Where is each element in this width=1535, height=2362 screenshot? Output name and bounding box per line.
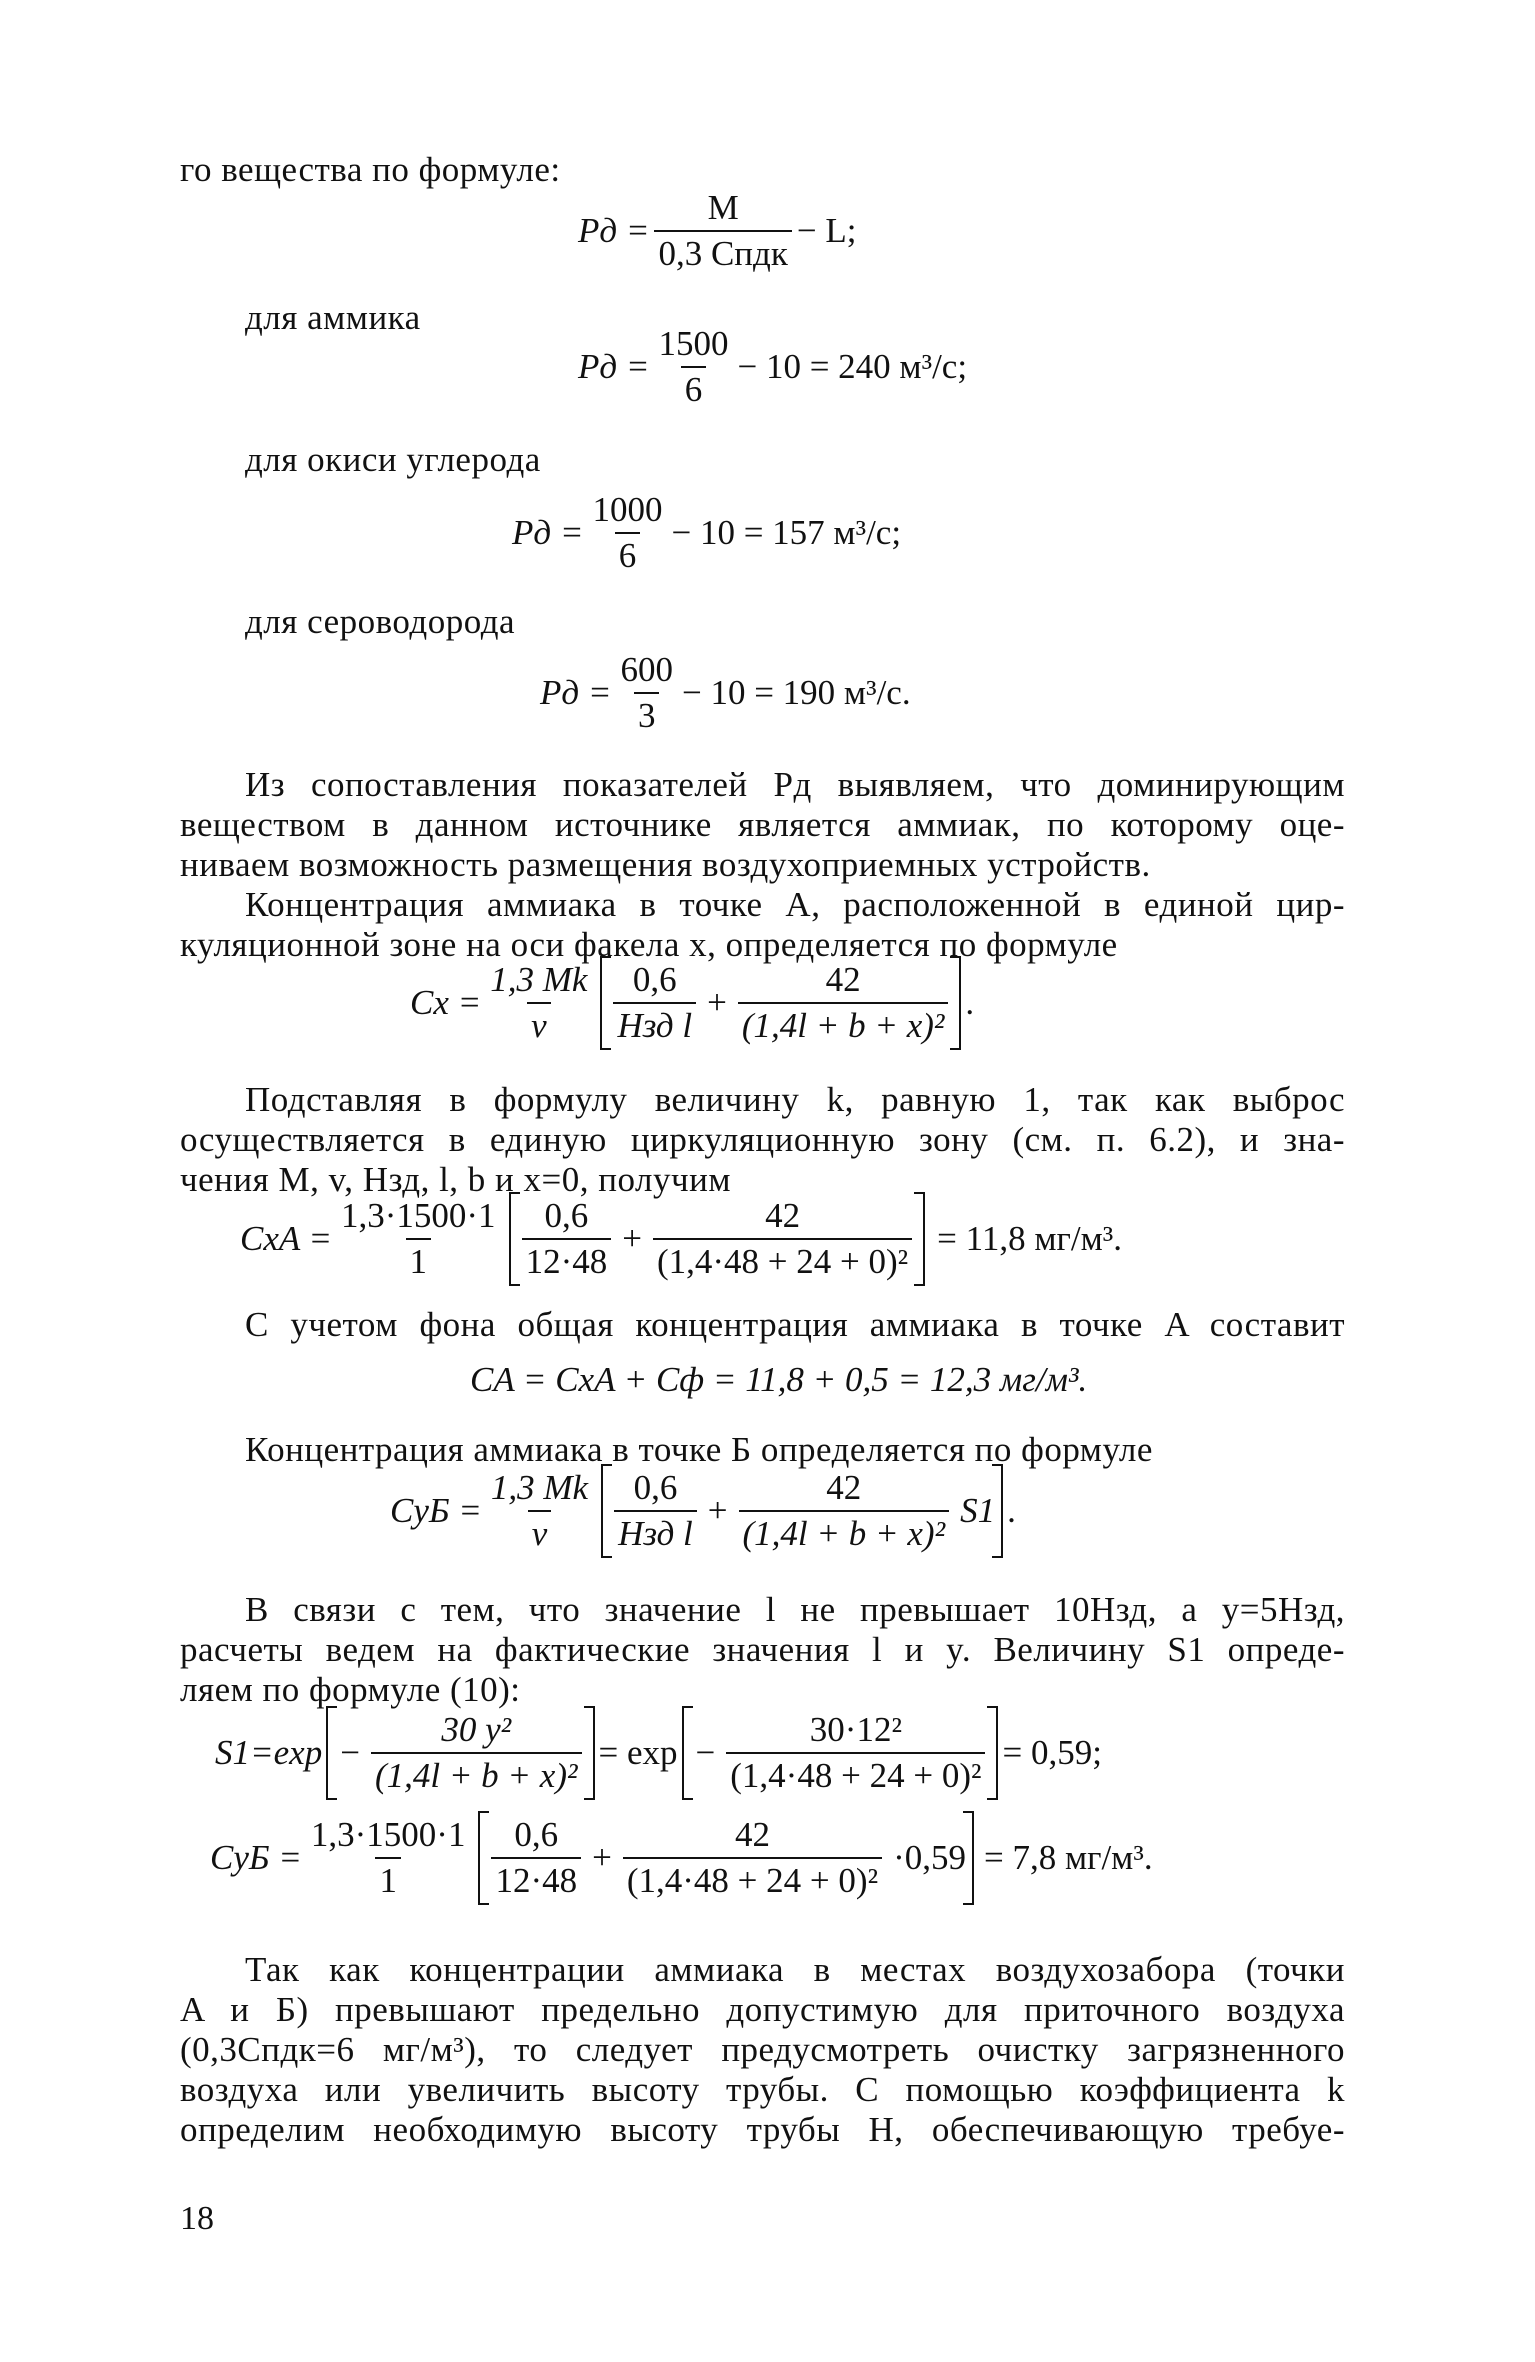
denominator: (1,4·48 + 24 + 0)² xyxy=(623,1857,882,1901)
bracket-group xyxy=(509,1196,926,1282)
denominator: 3 xyxy=(634,692,660,736)
text-line: для аммика xyxy=(245,298,421,337)
text-line: Из сопоставления показателей Pд выявляем, что доминирующим xyxy=(245,765,1345,804)
lhs: Pд = xyxy=(512,513,584,552)
numerator: 0,6 xyxy=(632,960,677,999)
fraction xyxy=(616,650,677,736)
lhs: Cx = xyxy=(410,983,482,1022)
page-number: 18 xyxy=(180,2200,214,2237)
formula-cyb xyxy=(390,1468,1016,1554)
mid: = exp xyxy=(598,1733,678,1772)
lhs: CyБ = xyxy=(210,1838,302,1877)
text-line: для окиси углерода xyxy=(245,440,541,479)
formula-pd-co xyxy=(512,490,901,576)
fraction xyxy=(738,960,949,1046)
tail: = 0,59; xyxy=(1002,1733,1102,1772)
numerator: 1,3 Mk xyxy=(490,1468,589,1507)
formula-cxa-calc xyxy=(240,1196,1122,1282)
formula-pd-h2s xyxy=(540,650,911,736)
denominator: (1,4·48 + 24 + 0)² xyxy=(653,1238,912,1282)
lhs: Pд = xyxy=(578,347,650,386)
plus-sign: + xyxy=(592,1838,612,1877)
lhs: CyБ = xyxy=(390,1491,482,1530)
factor: S1 xyxy=(960,1491,996,1530)
bracket-group xyxy=(600,960,961,1046)
text-line: веществом в данном источнике является аммиак, по которому оце- xyxy=(180,805,1345,844)
fraction xyxy=(726,1710,985,1796)
formula-cyb-calc xyxy=(210,1815,1153,1901)
denominator: (1,4·48 + 24 + 0)² xyxy=(726,1752,985,1796)
text-line: го вещества по формуле: xyxy=(180,150,561,189)
numerator: 1,3·1500·1 xyxy=(341,1196,496,1235)
numerator: 42 xyxy=(825,960,861,999)
text-line: воздуха или увеличить высоту трубы. С помощью коэффициента k xyxy=(180,2070,1345,2109)
text-line: Концентрация аммиака в точке A, расположенной в единой цир- xyxy=(245,885,1345,924)
text-line: С учетом фона общая концентрация аммиака в точке A составит xyxy=(245,1305,1345,1344)
denominator: 6 xyxy=(615,532,641,576)
tail: = 7,8 мг/м³. xyxy=(983,1838,1153,1877)
numerator: 0,6 xyxy=(514,1815,559,1854)
numerator: 1,3 Mk xyxy=(490,960,588,999)
denominator: v xyxy=(528,1510,552,1554)
fraction xyxy=(337,1196,500,1282)
text-line: ниваем возможность размещения воздухоприемных устройств. xyxy=(180,845,1151,884)
denominator: 12·48 xyxy=(522,1238,612,1282)
rest: − L; xyxy=(796,211,857,250)
text-line: определим необходимую высоту трубы H, обеспечивающую требуе- xyxy=(180,2110,1345,2149)
tail: . xyxy=(1007,1491,1016,1530)
bracket-group xyxy=(601,1468,1003,1554)
fraction xyxy=(522,1196,612,1282)
plus-sign: + xyxy=(622,1219,642,1258)
fraction xyxy=(739,1468,950,1554)
numerator: 0,6 xyxy=(633,1468,678,1507)
fraction xyxy=(653,1196,912,1282)
denominator: v xyxy=(527,1002,551,1046)
fraction xyxy=(613,960,696,1046)
tail: = 11,8 мг/м³. xyxy=(937,1219,1122,1258)
numerator: 30·12² xyxy=(809,1710,902,1749)
text-line: В связи с тем, что значение l не превышает 10Hзд, а y=5Hзд, xyxy=(245,1590,1345,1629)
denominator: 6 xyxy=(681,366,707,410)
text-line: (0,3Cпдк=6 мг/м³), то следует предусмотреть очистку загрязненного xyxy=(180,2030,1345,2069)
minus-sign: − xyxy=(340,1733,360,1772)
text-line: ляем по формуле (10): xyxy=(180,1670,521,1709)
formula-pd-ammonia xyxy=(578,324,967,410)
denominator: Hзд l xyxy=(613,1002,696,1046)
lhs: Pд = xyxy=(540,673,612,712)
lhs: S1=exp xyxy=(215,1733,323,1772)
bracket-group xyxy=(326,1710,594,1796)
minus-sign: − xyxy=(695,1733,716,1772)
fraction xyxy=(487,1468,592,1554)
denominator: 12·48 xyxy=(491,1857,581,1901)
formula-s1 xyxy=(215,1710,1102,1796)
text-line: Концентрация аммиака в точке Б определяется по формуле xyxy=(245,1430,1153,1469)
numerator: 42 xyxy=(734,1815,770,1854)
fraction xyxy=(307,1815,470,1901)
bracket-group xyxy=(478,1815,974,1901)
numerator: 600 xyxy=(620,650,673,689)
fraction xyxy=(654,324,732,410)
denominator: (1,4l + b + x)² xyxy=(738,1002,949,1046)
text-line: Подставляя в формулу величину k, равную 1, так как выброс xyxy=(245,1080,1345,1119)
plus-sign: + xyxy=(707,1491,728,1530)
plus-sign: + xyxy=(707,983,727,1022)
numerator: M xyxy=(707,188,739,227)
numerator: 1,3·1500·1 xyxy=(310,1815,466,1854)
lhs: CxA = xyxy=(240,1219,332,1258)
text-line: осуществляется в единую циркуляционную зону (см. п. 6.2), и зна- xyxy=(180,1120,1345,1159)
numerator: 30 y² xyxy=(441,1710,512,1749)
denominator: 1 xyxy=(375,1857,401,1901)
text-line: Так как концентрации аммиака в местах воздухозабора (точки xyxy=(245,1950,1345,1989)
text-line: для сероводорода xyxy=(245,602,516,641)
formula-ca-total: CA = CxA + Cф = 11,8 + 0,5 = 12,3 мг/м³. xyxy=(470,1360,1088,1399)
rest: − 10 = 190 м³/с. xyxy=(681,673,911,712)
numerator: 42 xyxy=(765,1196,801,1235)
numerator: 42 xyxy=(826,1468,862,1507)
denominator: 1 xyxy=(406,1238,432,1282)
denominator: 0,3 Cпдк xyxy=(654,230,791,274)
fraction xyxy=(371,1710,582,1796)
numerator: 1000 xyxy=(592,490,663,529)
formula-cx xyxy=(410,960,974,1046)
rest: − 10 = 240 м³/с; xyxy=(737,347,968,386)
denominator: (1,4l + b + x)² xyxy=(371,1752,582,1796)
denominator: Hзд l xyxy=(614,1510,697,1554)
bracket-group xyxy=(682,1710,999,1796)
text-line: куляционной зоне на оси факела x, определяется по формуле xyxy=(180,925,1118,964)
factor: ·0,59 xyxy=(893,1838,966,1877)
tail: . xyxy=(965,983,975,1022)
text-line: A и Б) превышают предельно допустимую для приточного воздуха xyxy=(180,1990,1345,2029)
fraction xyxy=(614,1468,697,1554)
formula-pd-general xyxy=(578,188,856,274)
numerator: 0,6 xyxy=(544,1196,589,1235)
fraction xyxy=(491,1815,581,1901)
denominator: (1,4l + b + x)² xyxy=(739,1510,950,1554)
fraction xyxy=(623,1815,882,1901)
fraction xyxy=(486,960,591,1046)
text-line: расчеты ведем на фактические значения l и y. Величину S1 опреде- xyxy=(180,1630,1345,1669)
lhs: Pд = xyxy=(578,211,650,250)
numerator: 1500 xyxy=(658,324,729,363)
fraction xyxy=(588,490,666,576)
rest: − 10 = 157 м³/с; xyxy=(671,513,902,552)
text-line: чения M, v, Hзд, l, b и x=0, получим xyxy=(180,1160,731,1199)
fraction xyxy=(654,188,791,274)
